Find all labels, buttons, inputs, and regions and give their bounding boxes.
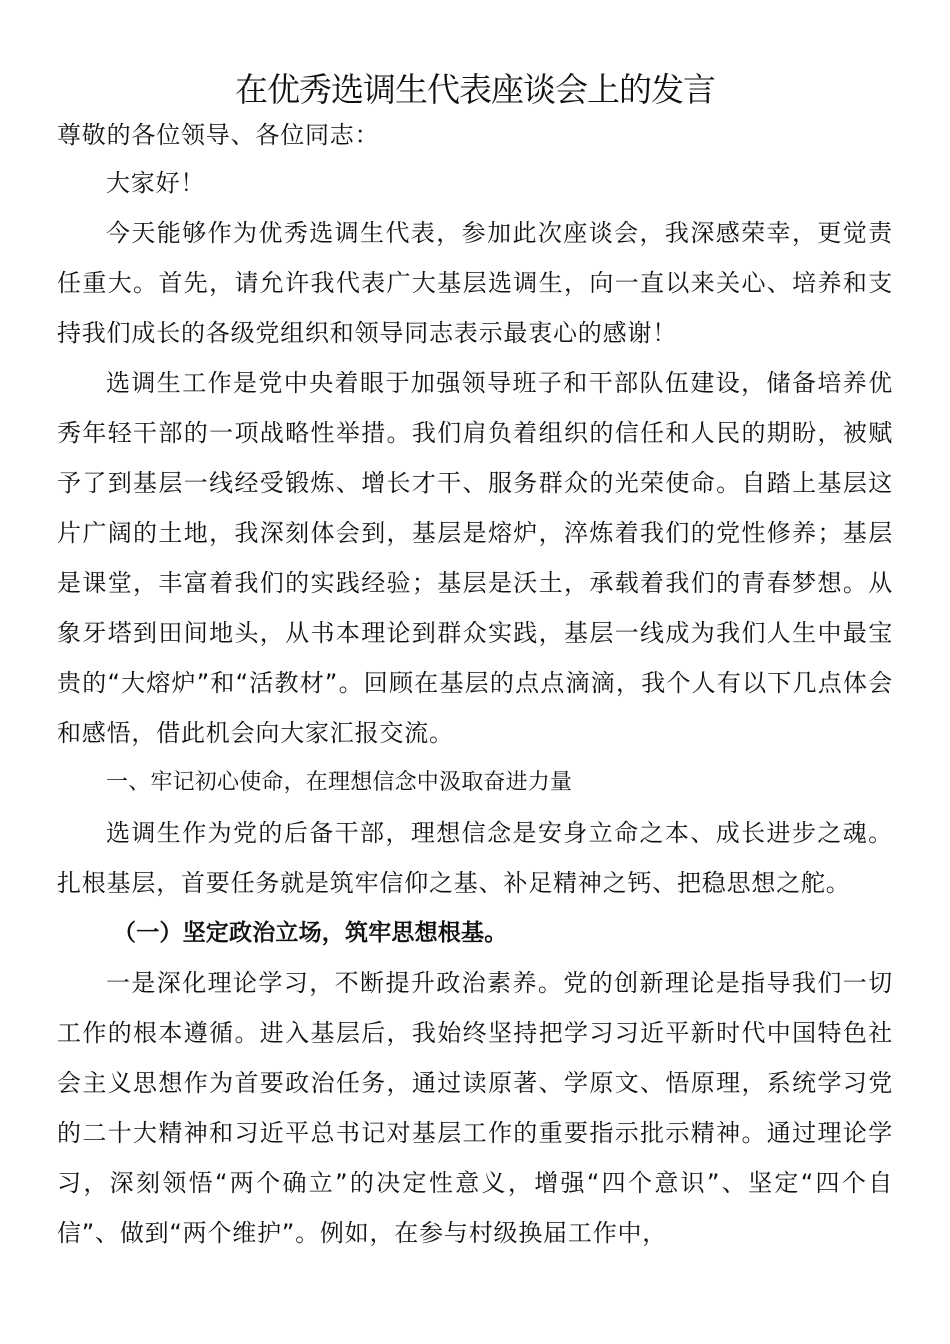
document-title: 在优秀选调生代表座谈会上的发言 (235, 70, 715, 109)
greeting: 大家好！ (106, 169, 206, 197)
subsection-heading: （一）坚定政治立场，筑牢思想根基。 (113, 920, 508, 946)
paragraph-intro: 今天能够作为优秀选调生代表，参加此次座谈会，我深感荣幸，更觉责任重大。首先，请允许我代表广大基层选调生，向一直以来关心、培养和支持我们成长的各级党组织和领导同志表示最衷心的感谢！ (57, 219, 893, 347)
section-heading: 一、牢记初心使命，在理想信念中汲取奋进力量 (106, 770, 573, 795)
document-page (57, 68, 893, 1258)
salutation: 尊敬的各位领导、各位同志： (57, 121, 380, 149)
subsection-paragraph: 一是深化理论学习，不断提升政治素养。党的创新理论是指导我们一切工作的根本遵循。进入基层后，我始终坚持把学习习近平新时代中国特色社会主义思想作为首要政治任务，通过读原著、学原文、悟原理，系统学习党的二十大精神和习近平总书记对基层工作的重要指示批示精神。通过理论学习，深刻领悟“两个确立”的决定性意义，增强“四个意识”、坚定“四个自信”、做到“两个维护”。例如，在参与村级换届工作中， (57, 969, 893, 1247)
paragraph-background: 选调生工作是党中央着眼于加强领导班子和干部队伍建设，储备培养优秀年轻干部的一项战略性举措。我们肩负着组织的信任和人民的期盼，被赋予了到基层一线经受锻炼、增长才干、服务群众的光荣使命。自踏上基层这片广阔的土地，我深刻体会到，基层是熔炉，淬炼着我们的党性修养；基层是课堂，丰富着我们的实践经验；基层是沃土，承载着我们的青春梦想。从象牙塔到田间地头，从书本理论到群众实践，基层一线成为我们人生中最宝贵的“大熔炉”和“活教材”。回顾在基层的点点滴滴，我个人有以下几点体会和感悟，借此机会向大家汇报交流。 (57, 369, 893, 747)
section-paragraph: 选调生作为党的后备干部，理想信念是安身立命之本、成长进步之魂。扎根基层，首要任务就是筑牢信仰之基、补足精神之钙、把稳思想之舵。 (57, 819, 893, 897)
